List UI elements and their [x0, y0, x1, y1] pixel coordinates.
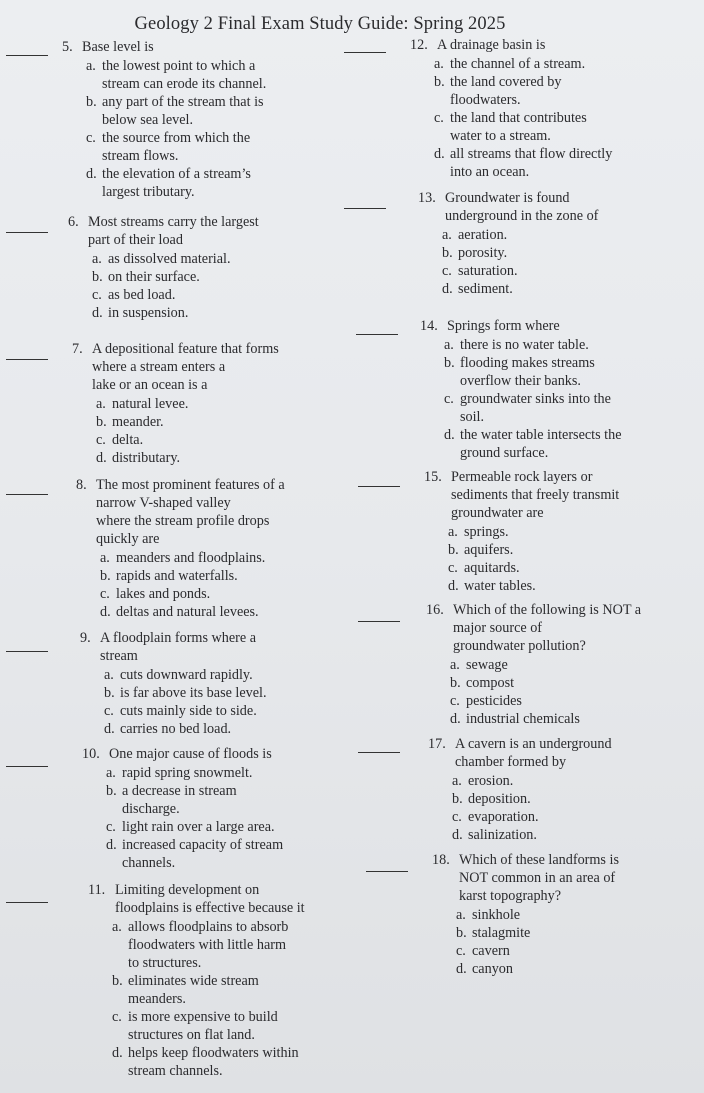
option-text: delta.: [112, 432, 144, 448]
option-letter: c.: [86, 130, 96, 146]
answer-option[interactable]: [96, 413, 279, 431]
answer-option[interactable]: [106, 764, 283, 782]
answer-options: [444, 336, 622, 462]
answer-option[interactable]: [104, 684, 267, 702]
answer-blank[interactable]: [366, 871, 408, 872]
question-stem: One major cause of floods is: [109, 746, 272, 762]
question-stem: Springs form where: [447, 318, 560, 334]
question-item: [62, 38, 266, 201]
option-text: the water table intersects the ground surface.: [460, 427, 622, 461]
option-letter: d.: [112, 1045, 123, 1061]
option-text: porosity.: [458, 245, 508, 261]
question-stem: Limiting development on floodplains is effective because it: [115, 882, 305, 916]
option-text: saturation.: [458, 263, 518, 279]
option-text: cuts downward rapidly.: [120, 667, 253, 683]
option-letter: b.: [96, 414, 107, 430]
option-letter: c.: [92, 287, 102, 303]
answer-option[interactable]: [444, 390, 622, 426]
answer-options: [100, 549, 285, 621]
answer-option[interactable]: [112, 1008, 305, 1044]
answer-option[interactable]: [112, 918, 305, 972]
answer-blank[interactable]: [358, 752, 400, 753]
option-letter: c.: [450, 693, 460, 709]
answer-blank[interactable]: [6, 766, 48, 767]
answer-option[interactable]: [86, 165, 266, 201]
option-text: in suspension.: [108, 305, 189, 321]
question-number: 17.: [428, 736, 446, 752]
answer-option[interactable]: [104, 720, 267, 738]
option-letter: d.: [86, 166, 97, 182]
option-text: increased capacity of stream channels.: [122, 837, 284, 871]
question-stem: Groundwater is found underground in the zone of: [445, 190, 599, 224]
answer-options: [452, 772, 612, 844]
answer-option[interactable]: [442, 280, 598, 298]
option-letter: c.: [444, 391, 454, 407]
answer-option[interactable]: [434, 109, 612, 145]
option-text: lakes and ponds.: [116, 586, 211, 602]
answer-option[interactable]: [92, 250, 259, 268]
question-item: [80, 629, 267, 738]
question-item: [426, 601, 641, 728]
option-text: carries no bed load.: [120, 721, 232, 737]
option-text: sediment.: [458, 281, 513, 297]
option-text: deposition.: [468, 791, 531, 807]
option-text: industrial chemicals: [466, 711, 580, 727]
question-number: 6.: [68, 214, 79, 230]
option-text: canyon: [472, 961, 513, 977]
answer-options: [112, 918, 305, 1080]
option-letter: c.: [104, 703, 114, 719]
option-letter: c.: [456, 943, 466, 959]
answer-option[interactable]: [96, 395, 279, 413]
answer-options: [104, 666, 267, 738]
question-number: 8.: [76, 477, 87, 493]
option-letter: d.: [442, 281, 453, 297]
option-text: any part of the stream that is below sea level.: [102, 94, 264, 128]
answer-blank[interactable]: [358, 486, 400, 487]
answer-option[interactable]: [442, 262, 598, 280]
answer-option[interactable]: [452, 808, 612, 826]
answer-blank[interactable]: [344, 208, 386, 209]
option-text: rapids and waterfalls.: [116, 568, 238, 584]
answer-option[interactable]: [448, 577, 619, 595]
option-text: aeration.: [458, 227, 508, 243]
option-text: flooding makes streams overflow their banks.: [460, 355, 595, 389]
option-letter: a.: [434, 56, 444, 72]
option-letter: b.: [448, 542, 459, 558]
answer-option[interactable]: [104, 702, 267, 720]
answer-options: [442, 226, 598, 298]
answer-option[interactable]: [96, 431, 279, 449]
option-letter: d.: [92, 305, 103, 321]
option-letter: d.: [434, 146, 445, 162]
option-text: cavern: [472, 943, 510, 959]
option-text: is far above its base level.: [120, 685, 267, 701]
option-letter: b.: [456, 925, 467, 941]
option-text: allows floodplains to absorb floodwaters with little harm to structures.: [128, 919, 289, 971]
option-text: there is no water table.: [460, 337, 589, 353]
question-number: 14.: [420, 318, 438, 334]
answer-blank[interactable]: [6, 359, 48, 360]
option-letter: a.: [452, 773, 462, 789]
option-text: sewage: [466, 657, 508, 673]
answer-options: [448, 523, 619, 595]
answer-option[interactable]: [104, 666, 267, 684]
answer-option[interactable]: [456, 960, 619, 978]
option-letter: d.: [100, 604, 111, 620]
answer-option[interactable]: [442, 226, 598, 244]
option-letter: c.: [448, 560, 458, 576]
option-text: is more expensive to build structures on flat land.: [128, 1009, 278, 1043]
option-text: erosion.: [468, 773, 514, 789]
option-letter: a.: [112, 919, 122, 935]
question-stem: Base level is: [82, 39, 154, 55]
option-text: the lowest point to which a stream can erode its channel.: [102, 58, 267, 92]
answer-option[interactable]: [434, 55, 612, 73]
option-letter: a.: [100, 550, 110, 566]
option-text: meander.: [112, 414, 164, 430]
answer-option[interactable]: [444, 426, 622, 462]
option-text: the land that contributes water to a stream.: [450, 110, 587, 144]
answer-option[interactable]: [92, 286, 259, 304]
question-item: [68, 213, 259, 322]
option-letter: a.: [450, 657, 460, 673]
option-text: groundwater sinks into the soil.: [460, 391, 611, 425]
answer-option[interactable]: [448, 523, 619, 541]
option-text: aquitards.: [464, 560, 520, 576]
option-letter: a.: [106, 765, 116, 781]
question-item: [418, 189, 598, 298]
answer-option[interactable]: [448, 559, 619, 577]
question-stem: A depositional feature that forms where a stream enters a lake or an ocean is a: [92, 341, 279, 393]
question-item: [420, 317, 622, 462]
question-stem: The most prominent features of a narrow V-shaped valley where the stream profile drops quickly are: [96, 477, 285, 547]
option-text: as bed load.: [108, 287, 176, 303]
option-text: the channel of a stream.: [450, 56, 586, 72]
option-letter: b.: [452, 791, 463, 807]
option-letter: b.: [92, 269, 103, 285]
option-letter: b.: [444, 355, 455, 371]
question-item: [88, 881, 305, 1080]
question-item: [82, 745, 283, 872]
answer-options: [92, 250, 259, 322]
option-text: as dissolved material.: [108, 251, 231, 267]
option-letter: c.: [100, 586, 110, 602]
answer-option[interactable]: [434, 73, 612, 109]
question-stem: Most streams carry the largest part of their load: [88, 214, 259, 248]
answer-option[interactable]: [92, 268, 259, 286]
question-stem: Which of these landforms is NOT common in an area of karst topography?: [459, 852, 619, 904]
answer-option[interactable]: [100, 567, 285, 585]
answer-option[interactable]: [444, 354, 622, 390]
question-item: [432, 851, 619, 978]
answer-options: [456, 906, 619, 978]
answer-blank[interactable]: [6, 55, 48, 56]
option-letter: d.: [450, 711, 461, 727]
option-letter: c.: [442, 263, 452, 279]
option-text: pesticides: [466, 693, 522, 709]
question-item: [428, 735, 612, 844]
option-text: the source from which the stream flows.: [102, 130, 251, 164]
option-letter: c.: [434, 110, 444, 126]
answer-option[interactable]: [112, 1044, 305, 1080]
option-letter: a.: [448, 524, 458, 540]
option-text: natural levee.: [112, 396, 189, 412]
answer-option[interactable]: [450, 674, 641, 692]
answer-options: [450, 656, 641, 728]
question-number: 15.: [424, 469, 442, 485]
option-text: distributary.: [112, 450, 181, 466]
answer-option[interactable]: [86, 129, 266, 165]
option-letter: d.: [452, 827, 463, 843]
option-text: evaporation.: [468, 809, 539, 825]
option-text: the elevation of a stream’s largest tributary.: [102, 166, 251, 200]
question-number: 7.: [72, 341, 83, 357]
option-letter: b.: [450, 675, 461, 691]
answer-options: [434, 55, 612, 181]
option-text: eliminates wide stream meanders.: [128, 973, 259, 1007]
option-letter: d.: [96, 450, 107, 466]
option-text: aquifers.: [464, 542, 514, 558]
answer-option[interactable]: [452, 772, 612, 790]
question-number: 12.: [410, 37, 428, 53]
option-letter: c.: [96, 432, 106, 448]
answer-blank[interactable]: [356, 334, 398, 335]
question-stem: A drainage basin is: [437, 37, 546, 53]
option-text: compost: [466, 675, 515, 691]
question-number: 16.: [426, 602, 444, 618]
option-letter: d.: [106, 837, 117, 853]
option-letter: c.: [106, 819, 116, 835]
question-number: 10.: [82, 746, 100, 762]
option-letter: c.: [112, 1009, 122, 1025]
answer-option[interactable]: [456, 906, 619, 924]
question-number: 18.: [432, 852, 450, 868]
question-item: [72, 340, 279, 467]
answer-option[interactable]: [100, 549, 285, 567]
option-letter: b.: [100, 568, 111, 584]
answer-option[interactable]: [106, 782, 283, 818]
question-stem: Which of the following is NOT a major source of groundwater pollution?: [453, 602, 642, 654]
option-letter: d.: [448, 578, 459, 594]
question-item: [410, 36, 612, 181]
answer-option[interactable]: [434, 145, 612, 181]
answer-option[interactable]: [106, 818, 283, 836]
question-stem: Permeable rock layers or sediments that freely transmit groundwater are: [451, 469, 620, 521]
answer-option[interactable]: [456, 942, 619, 960]
answer-option[interactable]: [86, 93, 266, 129]
option-letter: a.: [444, 337, 454, 353]
option-letter: d.: [104, 721, 115, 737]
answer-option[interactable]: [112, 972, 305, 1008]
question-number: 5.: [62, 39, 73, 55]
answer-blank[interactable]: [6, 494, 48, 495]
page-title: Geology 2 Final Exam Study Guide: Spring 2025: [134, 14, 506, 34]
option-text: helps keep floodwaters within stream channels.: [128, 1045, 299, 1079]
option-text: springs.: [464, 524, 509, 540]
answer-blank[interactable]: [358, 621, 400, 622]
option-text: deltas and natural levees.: [116, 604, 259, 620]
answer-option[interactable]: [456, 924, 619, 942]
answer-blank[interactable]: [344, 52, 386, 53]
answer-option[interactable]: [452, 826, 612, 844]
option-letter: a.: [442, 227, 452, 243]
answer-option[interactable]: [444, 336, 622, 354]
answer-option[interactable]: [92, 304, 259, 322]
option-text: cuts mainly side to side.: [120, 703, 257, 719]
question-item: [424, 468, 619, 595]
question-number: 13.: [418, 190, 436, 206]
answer-option[interactable]: [442, 244, 598, 262]
answer-option[interactable]: [100, 603, 285, 621]
option-letter: a.: [86, 58, 96, 74]
answer-options: [106, 764, 283, 872]
option-letter: b.: [86, 94, 97, 110]
answer-options: [96, 395, 279, 467]
option-letter: b.: [112, 973, 123, 989]
option-text: water tables.: [464, 578, 536, 594]
option-text: a decrease in stream discharge.: [122, 783, 237, 817]
option-letter: b.: [104, 685, 115, 701]
option-text: meanders and floodplains.: [116, 550, 266, 566]
option-text: all streams that flow directly into an ocean.: [450, 146, 613, 180]
option-letter: a.: [96, 396, 106, 412]
question-number: 11.: [88, 882, 106, 898]
answer-blank[interactable]: [6, 232, 48, 233]
answer-option[interactable]: [452, 790, 612, 808]
option-text: stalagmite: [472, 925, 531, 941]
option-text: light rain over a large area.: [122, 819, 275, 835]
question-item: [76, 476, 285, 621]
option-letter: b.: [442, 245, 453, 261]
option-letter: d.: [456, 961, 467, 977]
answer-blank[interactable]: [6, 651, 48, 652]
answer-blank[interactable]: [6, 902, 48, 903]
option-letter: a.: [104, 667, 114, 683]
option-letter: b.: [106, 783, 117, 799]
option-letter: c.: [452, 809, 462, 825]
option-letter: a.: [456, 907, 466, 923]
answer-option[interactable]: [448, 541, 619, 559]
option-letter: a.: [92, 251, 102, 267]
question-stem: A cavern is an underground chamber formed by: [455, 736, 612, 770]
question-number: 9.: [80, 630, 91, 646]
answer-option[interactable]: [100, 585, 285, 603]
option-letter: d.: [444, 427, 455, 443]
answer-option[interactable]: [450, 710, 641, 728]
answer-option[interactable]: [106, 836, 283, 872]
option-text: rapid spring snowmelt.: [122, 765, 253, 781]
answer-option[interactable]: [96, 449, 279, 467]
answer-option[interactable]: [450, 692, 641, 710]
answer-options: [86, 57, 266, 201]
answer-option[interactable]: [450, 656, 641, 674]
option-text: salinization.: [468, 827, 537, 843]
answer-option[interactable]: [86, 57, 266, 93]
option-text: sinkhole: [472, 907, 521, 923]
question-stem: A floodplain forms where a stream: [100, 630, 257, 664]
option-letter: b.: [434, 74, 445, 90]
option-text: the land covered by floodwaters.: [450, 74, 562, 108]
option-text: on their surface.: [108, 269, 200, 285]
